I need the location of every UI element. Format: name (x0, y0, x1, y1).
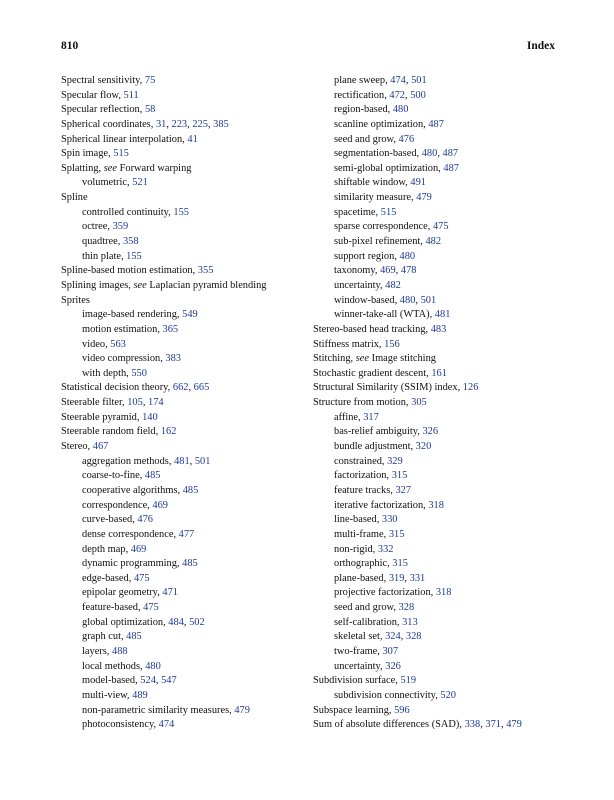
index-subentry: plane-based, 319, 331 (334, 572, 426, 584)
index-subentry (313, 220, 563, 235)
index-term: rectification, (334, 89, 390, 101)
index-term: non-parametric similarity measures, (82, 704, 235, 716)
index-entry (313, 338, 563, 353)
page-reference-link[interactable]: 355 (197, 265, 214, 277)
index-term: Splatting, (61, 162, 104, 174)
page-reference-link[interactable]: 487 (428, 118, 444, 130)
index-subentry (61, 718, 306, 733)
index-subentry (313, 499, 563, 514)
index-subentry (61, 513, 306, 528)
index-term: plane sweep, (334, 75, 391, 86)
index-term: Subdivision surface, (313, 675, 401, 687)
index-term: sparse correspondence, (334, 221, 433, 233)
index-subentry (61, 689, 306, 704)
index-subentry (313, 528, 563, 543)
index-subentry (313, 162, 563, 177)
page-reference-link[interactable]: 488 (112, 645, 128, 657)
see-target: Image stitching (369, 353, 436, 365)
page-reference-link[interactable]: 491 (410, 177, 426, 189)
page-reference-link[interactable]: 155 (173, 206, 189, 218)
page-reference-link[interactable]: 478 (400, 265, 417, 277)
page-reference-link[interactable]: 469 (130, 543, 147, 555)
index-term: similarity measure, (334, 192, 417, 204)
page-reference-link[interactable]: 75 (144, 75, 156, 86)
index-term: support region, (334, 250, 400, 262)
index-subentry (61, 323, 306, 338)
index-subentry: global optimization, 484, 502 (82, 616, 205, 628)
index-term: scanline optimization, (334, 118, 429, 130)
page-reference-link[interactable]: 481 (174, 455, 190, 467)
index-term: bas-relief ambiguity, (334, 426, 423, 438)
index-subentry (61, 645, 306, 660)
page-reference-link[interactable]: 315 (391, 470, 408, 482)
index-entry (313, 674, 563, 689)
index-term: Steerable random field, (61, 426, 161, 438)
page-reference-link[interactable]: 483 (430, 323, 447, 335)
index-subentry (313, 689, 563, 704)
index-term: affine, (334, 411, 364, 423)
page-reference-link[interactable]: 318 (428, 499, 444, 511)
index-term: Spin image, (61, 148, 114, 160)
index-subentry (313, 616, 563, 631)
page-reference-link[interactable]: 359 (112, 221, 129, 233)
page-reference-link[interactable]: 317 (363, 411, 379, 423)
index-entry (61, 162, 306, 177)
page-reference-link[interactable]: 474 (158, 719, 175, 731)
see-target: Forward warping (117, 162, 192, 174)
page-reference-link[interactable]: 480 (145, 660, 161, 672)
page-reference-link[interactable]: 550 (131, 367, 147, 379)
page-reference-link[interactable]: 596 (394, 704, 410, 716)
page-reference-link[interactable]: 330 (381, 514, 398, 526)
index-subentry (61, 352, 306, 367)
index-term: multi-view, (82, 689, 133, 701)
index-subentry (61, 235, 306, 250)
index-term: seed and grow, (334, 602, 399, 614)
page-reference-link[interactable]: 479 (416, 192, 432, 204)
page-reference-link[interactable]: 524 (140, 675, 156, 687)
page-reference-link[interactable]: 474 (390, 75, 406, 86)
page-reference-link[interactable]: 489 (132, 689, 148, 701)
index-entry (313, 396, 563, 411)
page-reference-link[interactable]: 482 (425, 236, 442, 248)
index-term: dense correspondence, (82, 528, 179, 540)
page-reference-link[interactable]: 487 (442, 148, 459, 160)
page-reference-link[interactable]: 371 (485, 719, 501, 731)
page-reference-link[interactable]: 482 (385, 279, 401, 291)
index-subentry (61, 499, 306, 514)
index-entry (61, 279, 306, 294)
page-reference-link[interactable]: 501 (194, 455, 211, 467)
index-subentry (313, 513, 563, 528)
page-reference-link[interactable]: 485 (182, 484, 199, 496)
index-term: coarse-to-fine, (82, 470, 145, 482)
see-target: Laplacian pyramid blending (146, 279, 267, 291)
page-reference-link[interactable]: 327 (395, 484, 412, 496)
page-reference-link[interactable]: 480 (392, 104, 409, 116)
page-reference-link[interactable]: 140 (142, 411, 158, 423)
index-subentry: aggregation methods, 481, 501 (82, 455, 211, 467)
index-subentry (313, 133, 563, 148)
page-reference-link[interactable]: 662 (172, 382, 189, 394)
see-reference: see (355, 353, 370, 365)
index-term: shiftable window, (334, 177, 411, 189)
index-term: projective factorization, (334, 587, 436, 599)
index-term: volumetric, (82, 177, 133, 189)
page-reference-link[interactable]: 500 (410, 89, 426, 101)
index-entry (61, 147, 306, 162)
index-subentry (313, 279, 563, 294)
index-subentry (61, 367, 306, 382)
page-reference-link[interactable]: 476 (398, 133, 415, 145)
page-reference-link[interactable]: 477 (178, 528, 195, 540)
page-header (61, 40, 555, 56)
page-reference-link[interactable]: 313 (402, 616, 418, 628)
index-term: non-rigid, (334, 543, 378, 555)
index-term: cooperative algorithms, (82, 484, 183, 496)
index-term: photoconsistency, (82, 719, 159, 731)
index-term: semi-global optimization, (334, 162, 444, 174)
index-column-left (61, 74, 306, 733)
index-entry (61, 89, 306, 104)
index-subentry (61, 220, 306, 235)
index-subentry (61, 528, 306, 543)
index-entry (313, 352, 563, 367)
page-reference-link[interactable]: 331 (409, 572, 426, 584)
index-subentry: segmentation-based, 480, 487 (334, 148, 459, 160)
index-subentry (61, 250, 306, 265)
index-term: Spectral sensitivity, (61, 75, 145, 86)
index-term: with depth, (82, 367, 132, 379)
index-subentry (313, 601, 563, 616)
index-term: layers, (82, 645, 113, 657)
index-term: Stochastic gradient descent, (313, 367, 432, 379)
index-term: controlled continuity, (82, 206, 174, 218)
index-term: Spline-based motion estimation, (61, 265, 198, 277)
index-subentry: skeletal set, 324, 328 (334, 631, 422, 643)
index-entry (61, 74, 306, 89)
index-entry (313, 367, 563, 382)
index-term: graph cut, (82, 631, 127, 643)
page-reference-link[interactable]: 480 (421, 148, 438, 160)
index-term: Stitching, (313, 353, 356, 365)
index-subentry (61, 176, 306, 191)
index-term: factorization, (334, 470, 392, 482)
index-subentry (313, 586, 563, 601)
index-term: orthographic, (334, 558, 393, 570)
page-reference-link[interactable]: 162 (160, 426, 177, 438)
index-term: self-calibration, (334, 616, 403, 628)
index-term: plane-based, (334, 572, 389, 584)
index-subentry (61, 704, 306, 719)
index-subentry (313, 455, 563, 470)
page-reference-link[interactable]: 385 (213, 118, 229, 130)
index-term: Spherical coordinates, (61, 118, 156, 130)
index-subentry (61, 338, 306, 353)
index-term: segmentation-based, (334, 148, 422, 160)
index-entry (61, 191, 306, 206)
index-subentry (313, 411, 563, 426)
page-reference-link[interactable]: 501 (420, 294, 437, 306)
page-reference-link[interactable]: 485 (126, 631, 142, 643)
index-subentry (61, 660, 306, 675)
index-term: feature tracks, (334, 484, 396, 496)
index-subentry: rectification, 472, 500 (334, 89, 426, 101)
page-reference-link[interactable]: 319 (388, 572, 405, 584)
page-reference-link[interactable]: 475 (432, 221, 449, 233)
index-term: seed and grow, (334, 133, 399, 145)
index-term: Spline (61, 192, 88, 204)
page-reference-link[interactable]: 471 (162, 587, 178, 599)
index-term: Statistical decision theory, (61, 382, 173, 394)
page-reference-link[interactable]: 326 (422, 426, 439, 438)
page-reference-link[interactable]: 155 (126, 250, 142, 262)
index-entry (313, 381, 563, 396)
page-reference-link[interactable]: 225 (192, 118, 208, 130)
page-reference-link[interactable]: 469 (152, 499, 168, 511)
index-subentry (313, 645, 563, 660)
index-subentry (313, 250, 563, 265)
index-term: Stereo-based head tracking, (313, 323, 431, 335)
page-reference-link[interactable]: 521 (132, 177, 148, 189)
index-term: Specular flow, (61, 89, 124, 101)
section-title: Index (526, 40, 555, 52)
index-term: window-based, (334, 294, 400, 306)
index-term: dynamic programming, (82, 558, 183, 570)
see-reference: see (103, 162, 118, 174)
index-term: spacetime, (334, 206, 381, 218)
index-subentry (61, 543, 306, 558)
index-entry: Spherical coordinates, 31, 223, 225, 385 (61, 118, 229, 130)
index-term: Specular reflection, (61, 104, 145, 116)
page-reference-link[interactable]: 481 (434, 309, 451, 321)
page-reference-link[interactable]: 105 (127, 397, 143, 409)
index-term: Structure from motion, (313, 397, 412, 409)
index-term: two-frame, (334, 645, 383, 657)
page-reference-link[interactable]: 480 (399, 294, 416, 306)
index-term: correspondence, (82, 499, 153, 511)
page-reference-link[interactable]: 485 (144, 470, 161, 482)
index-column-right (313, 74, 563, 733)
index-term: sub-pixel refinement, (334, 236, 426, 248)
index-subentry (313, 425, 563, 440)
index-subentry (313, 484, 563, 499)
page-reference-link[interactable]: 41 (187, 133, 198, 145)
index-term: region-based, (334, 104, 393, 116)
index-term: bundle adjustment, (334, 441, 416, 453)
index-term: aggregation methods, (82, 455, 175, 467)
index-subentry (313, 206, 563, 221)
index-term: multi-frame, (334, 528, 389, 540)
index-subentry (313, 660, 563, 675)
index-subentry (61, 557, 306, 572)
page-reference-link[interactable]: 174 (148, 397, 164, 409)
index-term: uncertainty, (334, 279, 386, 291)
page-reference-link[interactable]: 328 (405, 631, 422, 643)
page-reference-link[interactable]: 320 (415, 441, 432, 453)
page-reference-link[interactable]: 563 (110, 338, 126, 350)
page-reference-link[interactable]: 475 (133, 572, 150, 584)
index-term: feature-based, (82, 602, 144, 614)
index-term: skeletal set, (334, 631, 386, 643)
index-term: motion estimation, (82, 323, 163, 335)
index-subentry (61, 572, 306, 587)
index-subentry (313, 176, 563, 191)
page-reference-link[interactable]: 511 (123, 89, 139, 101)
index-term: winner-take-all (WTA), (334, 309, 435, 321)
index-term: depth map, (82, 543, 131, 555)
page-reference-link[interactable]: 547 (161, 675, 177, 687)
page-reference-link[interactable]: 502 (189, 616, 205, 628)
index-entry (61, 103, 306, 118)
index-term: subdivision connectivity, (334, 689, 441, 701)
index-term: quadtree, (82, 236, 123, 248)
page-reference-link[interactable]: 326 (385, 660, 401, 672)
page-reference-link[interactable]: 479 (506, 719, 522, 731)
page-reference-link[interactable]: 519 (400, 675, 417, 687)
index-term: Spherical linear interpolation, (61, 133, 188, 145)
page-reference-link[interactable]: 479 (234, 704, 250, 716)
page-reference-link[interactable]: 485 (182, 558, 198, 570)
page-reference-link[interactable]: 476 (137, 514, 153, 526)
index-subentry (61, 469, 306, 484)
index-term: image-based rendering, (82, 309, 183, 321)
page-reference-link[interactable]: 328 (398, 602, 415, 614)
page-reference-link[interactable]: 358 (122, 236, 139, 248)
page-reference-link[interactable]: 469 (380, 265, 396, 277)
index-term: taxonomy, (334, 265, 381, 277)
page-reference-link[interactable]: 472 (389, 89, 405, 101)
page-reference-link[interactable]: 324 (385, 631, 401, 643)
index-term: Sum of absolute differences (SAD), (313, 719, 465, 731)
index-subentry (61, 630, 306, 645)
index-term: octree, (82, 221, 113, 233)
index-term: global optimization, (82, 616, 169, 628)
page-reference-link[interactable]: 126 (462, 382, 479, 394)
index-subentry (313, 103, 563, 118)
index-term: uncertainty, (334, 660, 386, 672)
index-subentry (313, 191, 563, 206)
index-subentry (313, 308, 563, 323)
index-term: line-based, (334, 514, 382, 526)
index-subentry: plane sweep, 474, 501 (334, 75, 427, 86)
page-reference-link[interactable]: 58 (144, 104, 156, 116)
page-reference-link[interactable]: 480 (399, 250, 416, 262)
page-reference-link[interactable]: 515 (380, 206, 397, 218)
index-term: video, (82, 338, 111, 350)
index-subentry: model-based, 524, 547 (82, 675, 177, 687)
page-reference-link[interactable]: 223 (171, 118, 188, 130)
index-term: video compression, (82, 353, 166, 365)
page-reference-link[interactable]: 467 (92, 441, 109, 453)
page-reference-link[interactable]: 329 (387, 455, 403, 467)
page-reference-link[interactable]: 31 (155, 118, 167, 130)
page-reference-link[interactable]: 315 (392, 558, 408, 570)
page-reference-link[interactable]: 475 (143, 602, 159, 614)
index-subentry (313, 440, 563, 455)
index-term: local methods, (82, 660, 146, 672)
index-subentry (61, 308, 306, 323)
page-reference-link[interactable]: 156 (384, 338, 400, 350)
index-term: Stiffness matrix, (313, 338, 385, 350)
page-reference-link[interactable]: 515 (113, 148, 129, 160)
index-subentry (313, 235, 563, 250)
index-subentry (61, 601, 306, 616)
page-reference-link[interactable]: 665 (193, 382, 210, 394)
index-entry: Steerable filter, 105, 174 (61, 397, 164, 409)
see-reference: see (133, 279, 147, 291)
page-reference-link[interactable]: 501 (411, 75, 427, 86)
index-term: Splining images, (61, 279, 134, 291)
index-entry (313, 704, 563, 719)
index-entry (61, 411, 306, 426)
index-term: thin plate, (82, 250, 127, 262)
index-term: Structural Similarity (SSIM) index, (313, 382, 463, 394)
page-reference-link[interactable]: 549 (182, 309, 198, 321)
index-term: Stereo, (61, 441, 93, 453)
index-term: constrained, (334, 455, 388, 467)
index-term: Sprites (61, 294, 90, 306)
index-subentry (61, 586, 306, 601)
index-subentry (61, 484, 306, 499)
index-subentry (61, 206, 306, 221)
index-subentry (313, 469, 563, 484)
index-entry (61, 440, 306, 455)
index-subentry (313, 543, 563, 558)
page-reference-link[interactable]: 365 (162, 323, 179, 335)
index-entry: Sum of absolute differences (SAD), 338, 371, 479 (313, 719, 522, 731)
page-reference-link[interactable]: 484 (168, 616, 184, 628)
index-subentry (313, 557, 563, 572)
page-reference-link[interactable]: 338 (464, 719, 481, 731)
page-number: 810 (61, 40, 79, 52)
index-term: Subspace learning, (313, 704, 395, 716)
index-term: curve-based, (82, 514, 138, 526)
index-entry: Statistical decision theory, 662, 665 (61, 382, 210, 394)
index-term: epipolar geometry, (82, 587, 163, 599)
page-reference-link[interactable]: 161 (431, 367, 447, 379)
index-entry (61, 425, 306, 440)
page-reference-link[interactable]: 318 (435, 587, 452, 599)
index-entry (61, 294, 306, 309)
index-subentry (313, 118, 563, 133)
page-reference-link[interactable]: 305 (411, 397, 427, 409)
index-entry (313, 323, 563, 338)
index-term: edge-based, (82, 572, 134, 584)
index-entry (61, 264, 306, 279)
page-reference-link[interactable]: 520 (440, 689, 456, 701)
page-reference-link[interactable]: 332 (377, 543, 394, 555)
index-term: model-based, (82, 675, 141, 687)
page-reference-link[interactable]: 487 (443, 162, 459, 174)
index-term: Steerable filter, (61, 397, 128, 409)
page-reference-link[interactable]: 383 (165, 353, 181, 365)
index-subentry: taxonomy, 469, 478 (334, 265, 417, 277)
index-term: Steerable pyramid, (61, 411, 143, 423)
index-subentry: window-based, 480, 501 (334, 294, 437, 306)
page-reference-link[interactable]: 315 (388, 528, 405, 540)
index-entry (61, 133, 306, 148)
page-reference-link[interactable]: 307 (382, 645, 399, 657)
index-term: iterative factorization, (334, 499, 429, 511)
